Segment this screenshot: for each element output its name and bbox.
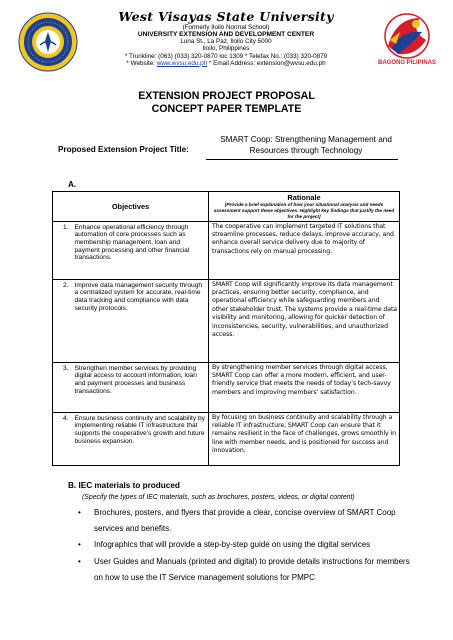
table-row: [53, 412, 400, 465]
web-email-line: * Website: www.wvsu.edu.ph * Email Address: extension@wvsu.edu.ph: [126, 59, 326, 67]
university-seal-logo: [18, 12, 78, 72]
objective-cell: Strengthen member services by providing digital access to account information, loan and payment processes and business transactions.: [73, 362, 209, 412]
row-number: 4.: [53, 412, 73, 465]
list-item: • Brochures, posters, and flyers that provide a clear, concise overview of SMART Coop services and benefits.: [72, 505, 412, 536]
contact-line: * Trunkline: (063) (033) 320-0870 loc 1309 * Telefax No.: (033) 320-0879: [124, 52, 328, 60]
bagong-pilipinas-label: BAGONG PILIPINAS: [377, 60, 436, 66]
section-b-note: (Specify the types of IEC materials, such as brochures, posters, videos, or digital content): [82, 494, 355, 501]
bullet-icon: •: [78, 540, 81, 550]
objectives-header: Objectives: [53, 192, 209, 222]
bagong-pilipinas-logo: [376, 10, 438, 76]
address-line-1: Luna St., La Paz, Iloilo City 5000: [180, 38, 272, 46]
iec-materials-list: [72, 505, 412, 587]
row-number: 3.: [53, 362, 73, 412]
rationale-header: [209, 192, 400, 222]
doc-subtitle: CONCEPT PAPER TEMPLATE: [151, 103, 302, 115]
table-header-row: [53, 192, 400, 222]
row-number: 2.: [53, 279, 73, 362]
letterhead: [80, 10, 372, 67]
row-number: 1.: [53, 221, 73, 279]
address-line-2: Iloilo, Philippines: [202, 45, 250, 53]
list-item: • Infographics that will provide a step-by-step guide on using the digital services: [72, 537, 412, 553]
rationale-cell: The cooperative can implement targeted IT solutions that streamline processes, reduce delays, improve accuracy, and enhance overall service delivery due to majority of transactions rely on manual processing.: [209, 221, 400, 279]
section-b-label: B. IEC materials to produced: [68, 481, 180, 490]
doc-title: EXTENSION PROJECT PROPOSAL: [138, 90, 315, 102]
table-row: [53, 279, 400, 362]
university-name: West Visayas State University: [118, 9, 334, 24]
list-item: • User Guides and Manuals (printed and digital) to provide details instructions for members on how to use the IT Service management solutions for PMPC: [72, 554, 412, 585]
rationale-cell: By focusing on business continuity and scalability through a reliable IT infrastructure, SMART Coop can ensure that it remains resilient in the face of challenges, grows smoothly in line with member needs, and is positioned for success and innovation.: [209, 412, 400, 465]
rationale-note: [Provide a brief explanation of how your situational analysis and needs assessment support these objectives. Highlight key findings that justify the need for the project]: [213, 202, 395, 219]
rationale-cell: By strengthening member services through digital access, SMART Coop can offer a more modern, efficient, and user-friendly service that meets the needs of today’s tech-savvy members and improving members’ satisfaction.: [209, 362, 400, 412]
project-title-label: Proposed Extension Project Title:: [58, 145, 189, 154]
project-title-underline: [206, 159, 398, 160]
project-title-value: SMART Coop: Strengthening Management and Resources through Technology: [220, 135, 392, 155]
objective-cell: Enhance operational efficiency through automation of core processes such as membership management, loan and payment processing and other financial transactions.: [73, 221, 209, 279]
section-a-label: A.: [68, 180, 77, 189]
table-row: [53, 221, 400, 279]
objectives-table: [52, 191, 400, 466]
website-link[interactable]: www.wvsu.edu.ph: [156, 59, 208, 67]
formerly-text: (Formerly Iloilo Normal School): [182, 24, 270, 31]
bullet-icon: •: [78, 508, 81, 517]
objective-cell: Improve data management security through a centralized system for accurate, real-time data tracking and compliance with data security protocols.: [73, 279, 209, 362]
center-name: UNIVERSITY EXTENSION AND DEVELOPMENT CENTER: [137, 31, 315, 39]
table-row: [53, 362, 400, 412]
rationale-title: Rationale: [287, 193, 321, 202]
bullet-icon: •: [78, 557, 81, 567]
objective-cell: Ensure business continuity and scalability by implementing reliable IT infrastructure that supports the cooperative’s growth and future business expansion.: [73, 412, 209, 465]
rationale-cell: SMART Coop will significantly improve its data management practices, ensuring better security, compliance, and operational efficiency while safeguarding members and other stakeholder trust. The systems provide a real-time data visibility and monitoring, allowing for quicker detection of inconsistencies, security, vulnerabilities, and unauthorized access.: [209, 279, 400, 362]
